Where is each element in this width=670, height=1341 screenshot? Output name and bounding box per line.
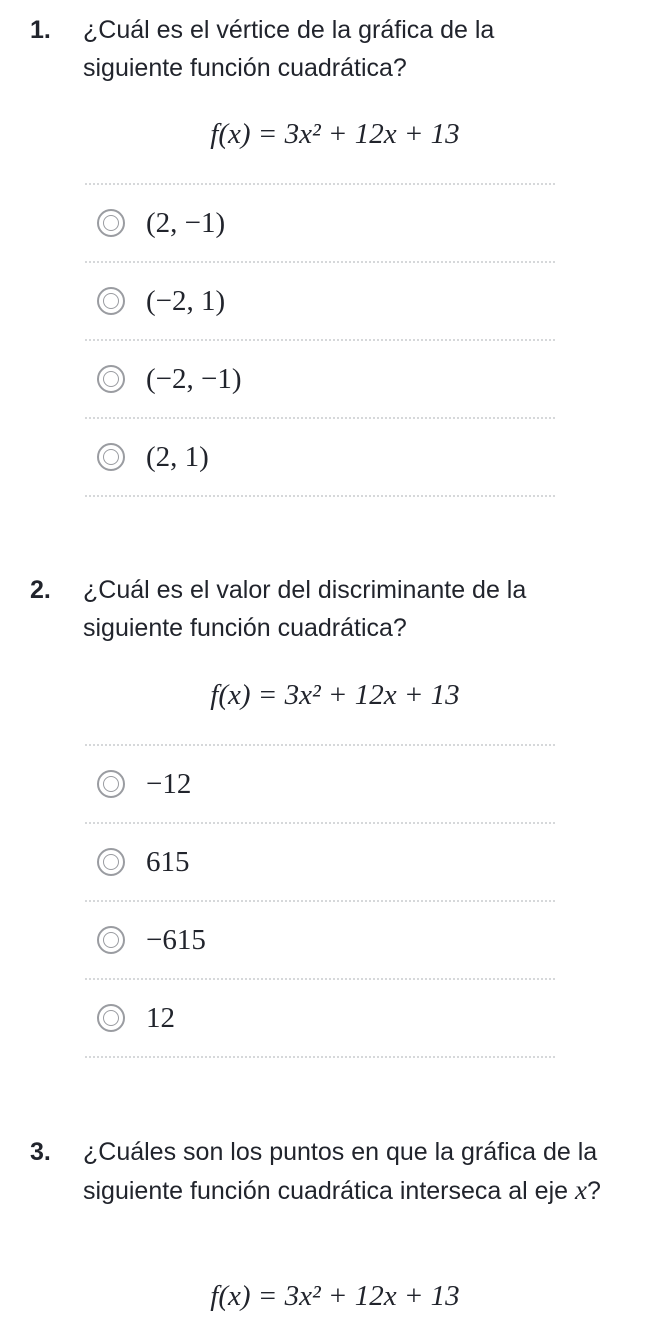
answer-choices	[85, 183, 555, 497]
question-text: ¿Cuál es el valor del discriminante de la siguiente función cuadrática?	[83, 576, 527, 642]
question-text-part: ¿Cuáles son los puntos en que la gráfica de la siguiente función cuadrática interseca al eje	[83, 1138, 598, 1205]
divider	[85, 1056, 555, 1058]
question-text	[83, 1133, 643, 1210]
divider	[85, 495, 555, 497]
answer-choice[interactable]	[85, 824, 555, 900]
radio-button-icon[interactable]	[97, 848, 125, 876]
radio-button-icon[interactable]	[97, 770, 125, 798]
answer-choices	[85, 744, 555, 1058]
answer-choice[interactable]	[85, 185, 555, 261]
answer-choice[interactable]	[85, 341, 555, 417]
choice-label[interactable]: (2, 1)	[146, 441, 209, 473]
choice-label[interactable]: (−2, 1)	[146, 285, 226, 317]
choice-label[interactable]: (−2, −1)	[146, 363, 242, 395]
formula-text: f(x) = 3x² + 12x + 13	[210, 1280, 460, 1312]
formula-text: f(x) = 3x² + 12x + 13	[210, 679, 460, 711]
radio-button-icon[interactable]	[97, 443, 125, 471]
radio-button-icon[interactable]	[97, 926, 125, 954]
answer-choice[interactable]	[85, 980, 555, 1056]
answer-choice[interactable]	[85, 419, 555, 495]
radio-button-icon[interactable]	[97, 287, 125, 315]
choice-label[interactable]: (2, −1)	[146, 207, 226, 239]
answer-choice[interactable]	[85, 746, 555, 822]
question-number: 2.	[30, 576, 51, 604]
formula-text: f(x) = 3x² + 12x + 13	[210, 118, 460, 150]
question-formula	[0, 114, 670, 154]
question-number: 1.	[30, 16, 51, 44]
choice-label[interactable]: 615	[146, 846, 190, 878]
question-formula	[0, 675, 670, 715]
question-formula	[0, 1276, 670, 1316]
choice-label[interactable]: 12	[146, 1002, 175, 1034]
radio-button-icon[interactable]	[97, 209, 125, 237]
radio-button-icon[interactable]	[97, 1004, 125, 1032]
math-variable: x	[574, 1175, 587, 1205]
choice-label[interactable]: −12	[146, 768, 192, 800]
question-text-part: ?	[586, 1177, 601, 1205]
question-number: 3.	[30, 1138, 51, 1166]
question-text: ¿Cuál es el vértice de la gráfica de la siguiente función cuadrática?	[83, 16, 495, 82]
radio-button-icon[interactable]	[97, 365, 125, 393]
answer-choice[interactable]	[85, 263, 555, 339]
answer-choice[interactable]	[85, 902, 555, 978]
choice-label[interactable]: −615	[146, 924, 206, 956]
